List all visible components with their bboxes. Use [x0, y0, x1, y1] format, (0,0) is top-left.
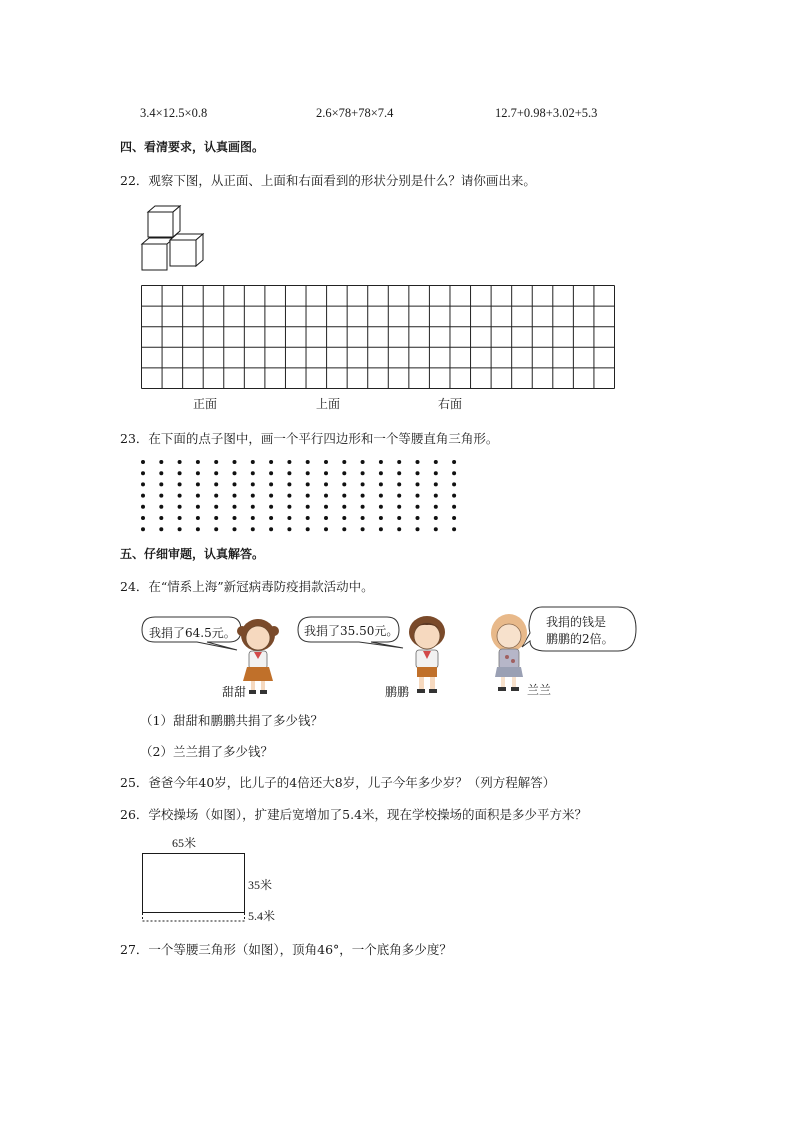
name-tiantian: 甜甜: [222, 685, 247, 699]
grid-dot[interactable]: [324, 471, 328, 475]
grid-dot[interactable]: [434, 460, 438, 464]
grid-dot[interactable]: [269, 494, 273, 498]
grid-dot[interactable]: [342, 516, 346, 520]
grid-dot[interactable]: [251, 494, 255, 498]
grid-dot[interactable]: [397, 471, 401, 475]
grid-dot[interactable]: [214, 516, 218, 520]
grid-dot[interactable]: [416, 494, 420, 498]
grid-dot[interactable]: [361, 482, 365, 486]
calc-expression-2: 2.6×78+78×7.4: [316, 106, 394, 120]
speech-bubble-3-text-line1: 我捐的钱是: [546, 615, 607, 629]
grid-dot[interactable]: [287, 494, 291, 498]
grid-dot[interactable]: [452, 494, 456, 498]
grid-dot[interactable]: [196, 482, 200, 486]
dot-grid[interactable]: [140, 459, 460, 531]
grid-dot[interactable]: [379, 516, 383, 520]
grid-dot[interactable]: [251, 482, 255, 486]
grid-dot[interactable]: [306, 482, 310, 486]
speech-bubble-1-text: 我捐了64.5元。: [149, 626, 236, 640]
grid-dot[interactable]: [342, 494, 346, 498]
grid-dot[interactable]: [233, 471, 237, 475]
grid-dot[interactable]: [233, 516, 237, 520]
grid-dot[interactable]: [214, 527, 218, 531]
grid-dot[interactable]: [196, 494, 200, 498]
question-24-sub-2: （2）兰兰捐了多少钱？: [140, 744, 273, 759]
grid-dot[interactable]: [287, 505, 291, 509]
grid-dot[interactable]: [159, 471, 163, 475]
grid-dot[interactable]: [269, 460, 273, 464]
grid-dot[interactable]: [287, 527, 291, 531]
grid-dot[interactable]: [159, 482, 163, 486]
grid-dot[interactable]: [397, 482, 401, 486]
grid-dot[interactable]: [434, 516, 438, 520]
calc-expression-3: 12.7+0.98+3.02+5.3: [495, 106, 598, 120]
grid-dot[interactable]: [324, 516, 328, 520]
grid-dot[interactable]: [178, 471, 182, 475]
grid-dot[interactable]: [251, 516, 255, 520]
grid-dot[interactable]: [196, 516, 200, 520]
grid-dot[interactable]: [196, 505, 200, 509]
question-24-sub-1: （1）甜甜和鹏鹏共捐了多少钱？: [140, 713, 323, 728]
grid-dot[interactable]: [141, 527, 145, 531]
grid-dot[interactable]: [379, 460, 383, 464]
playground-rectangle: [142, 853, 246, 923]
grid-dot[interactable]: [416, 482, 420, 486]
grid-dot[interactable]: [306, 516, 310, 520]
grid-dot[interactable]: [141, 505, 145, 509]
grid-dot[interactable]: [233, 494, 237, 498]
grid-dot[interactable]: [324, 460, 328, 464]
grid-dot[interactable]: [416, 505, 420, 509]
grid-dot[interactable]: [159, 460, 163, 464]
grid-dot[interactable]: [178, 494, 182, 498]
grid-dot[interactable]: [141, 494, 145, 498]
grid-dot[interactable]: [452, 516, 456, 520]
grid-dot[interactable]: [452, 482, 456, 486]
girl-lanlan-illustration: [487, 611, 531, 695]
grid-dot[interactable]: [196, 460, 200, 464]
grid-dot[interactable]: [141, 471, 145, 475]
grid-dot[interactable]: [178, 460, 182, 464]
grid-dot[interactable]: [434, 494, 438, 498]
grid-dot[interactable]: [342, 505, 346, 509]
grid-dot[interactable]: [452, 505, 456, 509]
grid-dot[interactable]: [269, 527, 273, 531]
grid-dot[interactable]: [361, 527, 365, 531]
grid-dot[interactable]: [269, 471, 273, 475]
grid-dot[interactable]: [434, 471, 438, 475]
grid-dot[interactable]: [233, 460, 237, 464]
grid-dot[interactable]: [361, 460, 365, 464]
calc-expression-1: 3.4×12.5×0.8: [140, 106, 208, 120]
grid-dot[interactable]: [434, 482, 438, 486]
grid-dot[interactable]: [287, 516, 291, 520]
grid-dot[interactable]: [287, 460, 291, 464]
grid-dot[interactable]: [159, 494, 163, 498]
grid-dot[interactable]: [196, 471, 200, 475]
grid-dot[interactable]: [452, 460, 456, 464]
grid-dot[interactable]: [434, 505, 438, 509]
question-26-text: 26．学校操场（如图），扩建后宽增加了5.4米，现在学校操场的面积是多少平方米？: [120, 807, 588, 822]
name-lanlan: 兰兰: [527, 683, 552, 697]
grid-dot[interactable]: [416, 471, 420, 475]
grid-dot[interactable]: [361, 505, 365, 509]
question-27-text: 27．一个等腰三角形（如图），顶角46°，一个底角多少度？: [120, 942, 452, 957]
grid-dot[interactable]: [379, 471, 383, 475]
grid-dot[interactable]: [159, 516, 163, 520]
grid-dot[interactable]: [233, 505, 237, 509]
question-24-text: 24．在“情系上海”新冠病毒防疫捐款活动中。: [120, 579, 374, 594]
grid-dot[interactable]: [159, 527, 163, 531]
cube-stack-figure: [140, 204, 210, 274]
grid-dot[interactable]: [251, 527, 255, 531]
grid-dot[interactable]: [214, 471, 218, 475]
grid-dot[interactable]: [397, 527, 401, 531]
grid-dot[interactable]: [342, 482, 346, 486]
grid-dot[interactable]: [233, 527, 237, 531]
grid-dot[interactable]: [269, 482, 273, 486]
grid-dot[interactable]: [324, 494, 328, 498]
grid-dot[interactable]: [342, 471, 346, 475]
grid-dot[interactable]: [324, 527, 328, 531]
grid-dot[interactable]: [251, 505, 255, 509]
grid-dot[interactable]: [214, 505, 218, 509]
question-23-text: 23．在下面的点子图中，画一个平行四边形和一个等腰直角三角形。: [120, 431, 499, 446]
grid-dot[interactable]: [342, 527, 346, 531]
boy-pengpeng-illustration: [403, 613, 451, 697]
grid-dot[interactable]: [452, 471, 456, 475]
grid-dot[interactable]: [379, 527, 383, 531]
grid-dot[interactable]: [397, 494, 401, 498]
grid-dot[interactable]: [397, 460, 401, 464]
grid-dot[interactable]: [178, 527, 182, 531]
label-front-view: 正面: [193, 397, 218, 411]
section-4-title: 四、看清要求，认真画图。: [120, 140, 265, 154]
grid-dot[interactable]: [159, 505, 163, 509]
grid-dot[interactable]: [306, 527, 310, 531]
label-right-view: 右面: [438, 397, 463, 411]
grid-dot[interactable]: [306, 460, 310, 464]
grid-dot[interactable]: [379, 494, 383, 498]
grid-dot[interactable]: [452, 527, 456, 531]
grid-dot[interactable]: [214, 494, 218, 498]
grid-dot[interactable]: [214, 460, 218, 464]
grid-dot[interactable]: [306, 505, 310, 509]
grid-dot[interactable]: [287, 482, 291, 486]
field-width-label: 35米: [248, 878, 273, 892]
grid-dot[interactable]: [196, 527, 200, 531]
grid-dot[interactable]: [141, 516, 145, 520]
label-top-view: 上面: [316, 397, 341, 411]
grid-dot[interactable]: [269, 516, 273, 520]
grid-dot[interactable]: [251, 460, 255, 464]
grid-dot[interactable]: [233, 482, 237, 486]
grid-dot[interactable]: [379, 482, 383, 486]
grid-dot[interactable]: [287, 471, 291, 475]
grid-dot[interactable]: [324, 482, 328, 486]
speech-bubble-2-text: 我捐了35.50元。: [304, 624, 399, 638]
grid-dot[interactable]: [397, 516, 401, 520]
grid-dot[interactable]: [141, 482, 145, 486]
drawing-grid[interactable]: [141, 285, 615, 389]
grid-dot[interactable]: [397, 505, 401, 509]
grid-dot[interactable]: [361, 516, 365, 520]
grid-dot[interactable]: [434, 527, 438, 531]
grid-dot[interactable]: [416, 460, 420, 464]
question-22-text: 22．观察下图，从正面、上面和右面看到的形状分别是什么？请你画出来。: [120, 173, 536, 188]
grid-dot[interactable]: [178, 505, 182, 509]
grid-dot[interactable]: [306, 471, 310, 475]
grid-dot[interactable]: [416, 527, 420, 531]
name-pengpeng: 鹏鹏: [385, 685, 410, 699]
question-25-text: 25．爸爸今年40岁，比儿子的4倍还大8岁，儿子今年多少岁？（列方程解答）: [120, 775, 556, 790]
grid-dot[interactable]: [416, 516, 420, 520]
grid-dot[interactable]: [178, 482, 182, 486]
field-extra-width-label: 5.4米: [248, 909, 276, 923]
section-5-title: 五、仔细审题，认真解答。: [120, 547, 265, 561]
speech-bubble-3-text-line2: 鹏鹏的2倍。: [546, 632, 614, 646]
grid-dot[interactable]: [251, 471, 255, 475]
grid-dot[interactable]: [269, 505, 273, 509]
grid-dot[interactable]: [342, 460, 346, 464]
grid-dot[interactable]: [379, 505, 383, 509]
grid-dot[interactable]: [361, 471, 365, 475]
grid-dot[interactable]: [141, 460, 145, 464]
grid-dot[interactable]: [361, 494, 365, 498]
grid-dot[interactable]: [214, 482, 218, 486]
grid-dot[interactable]: [324, 505, 328, 509]
grid-dot[interactable]: [178, 516, 182, 520]
grid-dot[interactable]: [306, 494, 310, 498]
field-length-label: 65米: [172, 836, 197, 850]
